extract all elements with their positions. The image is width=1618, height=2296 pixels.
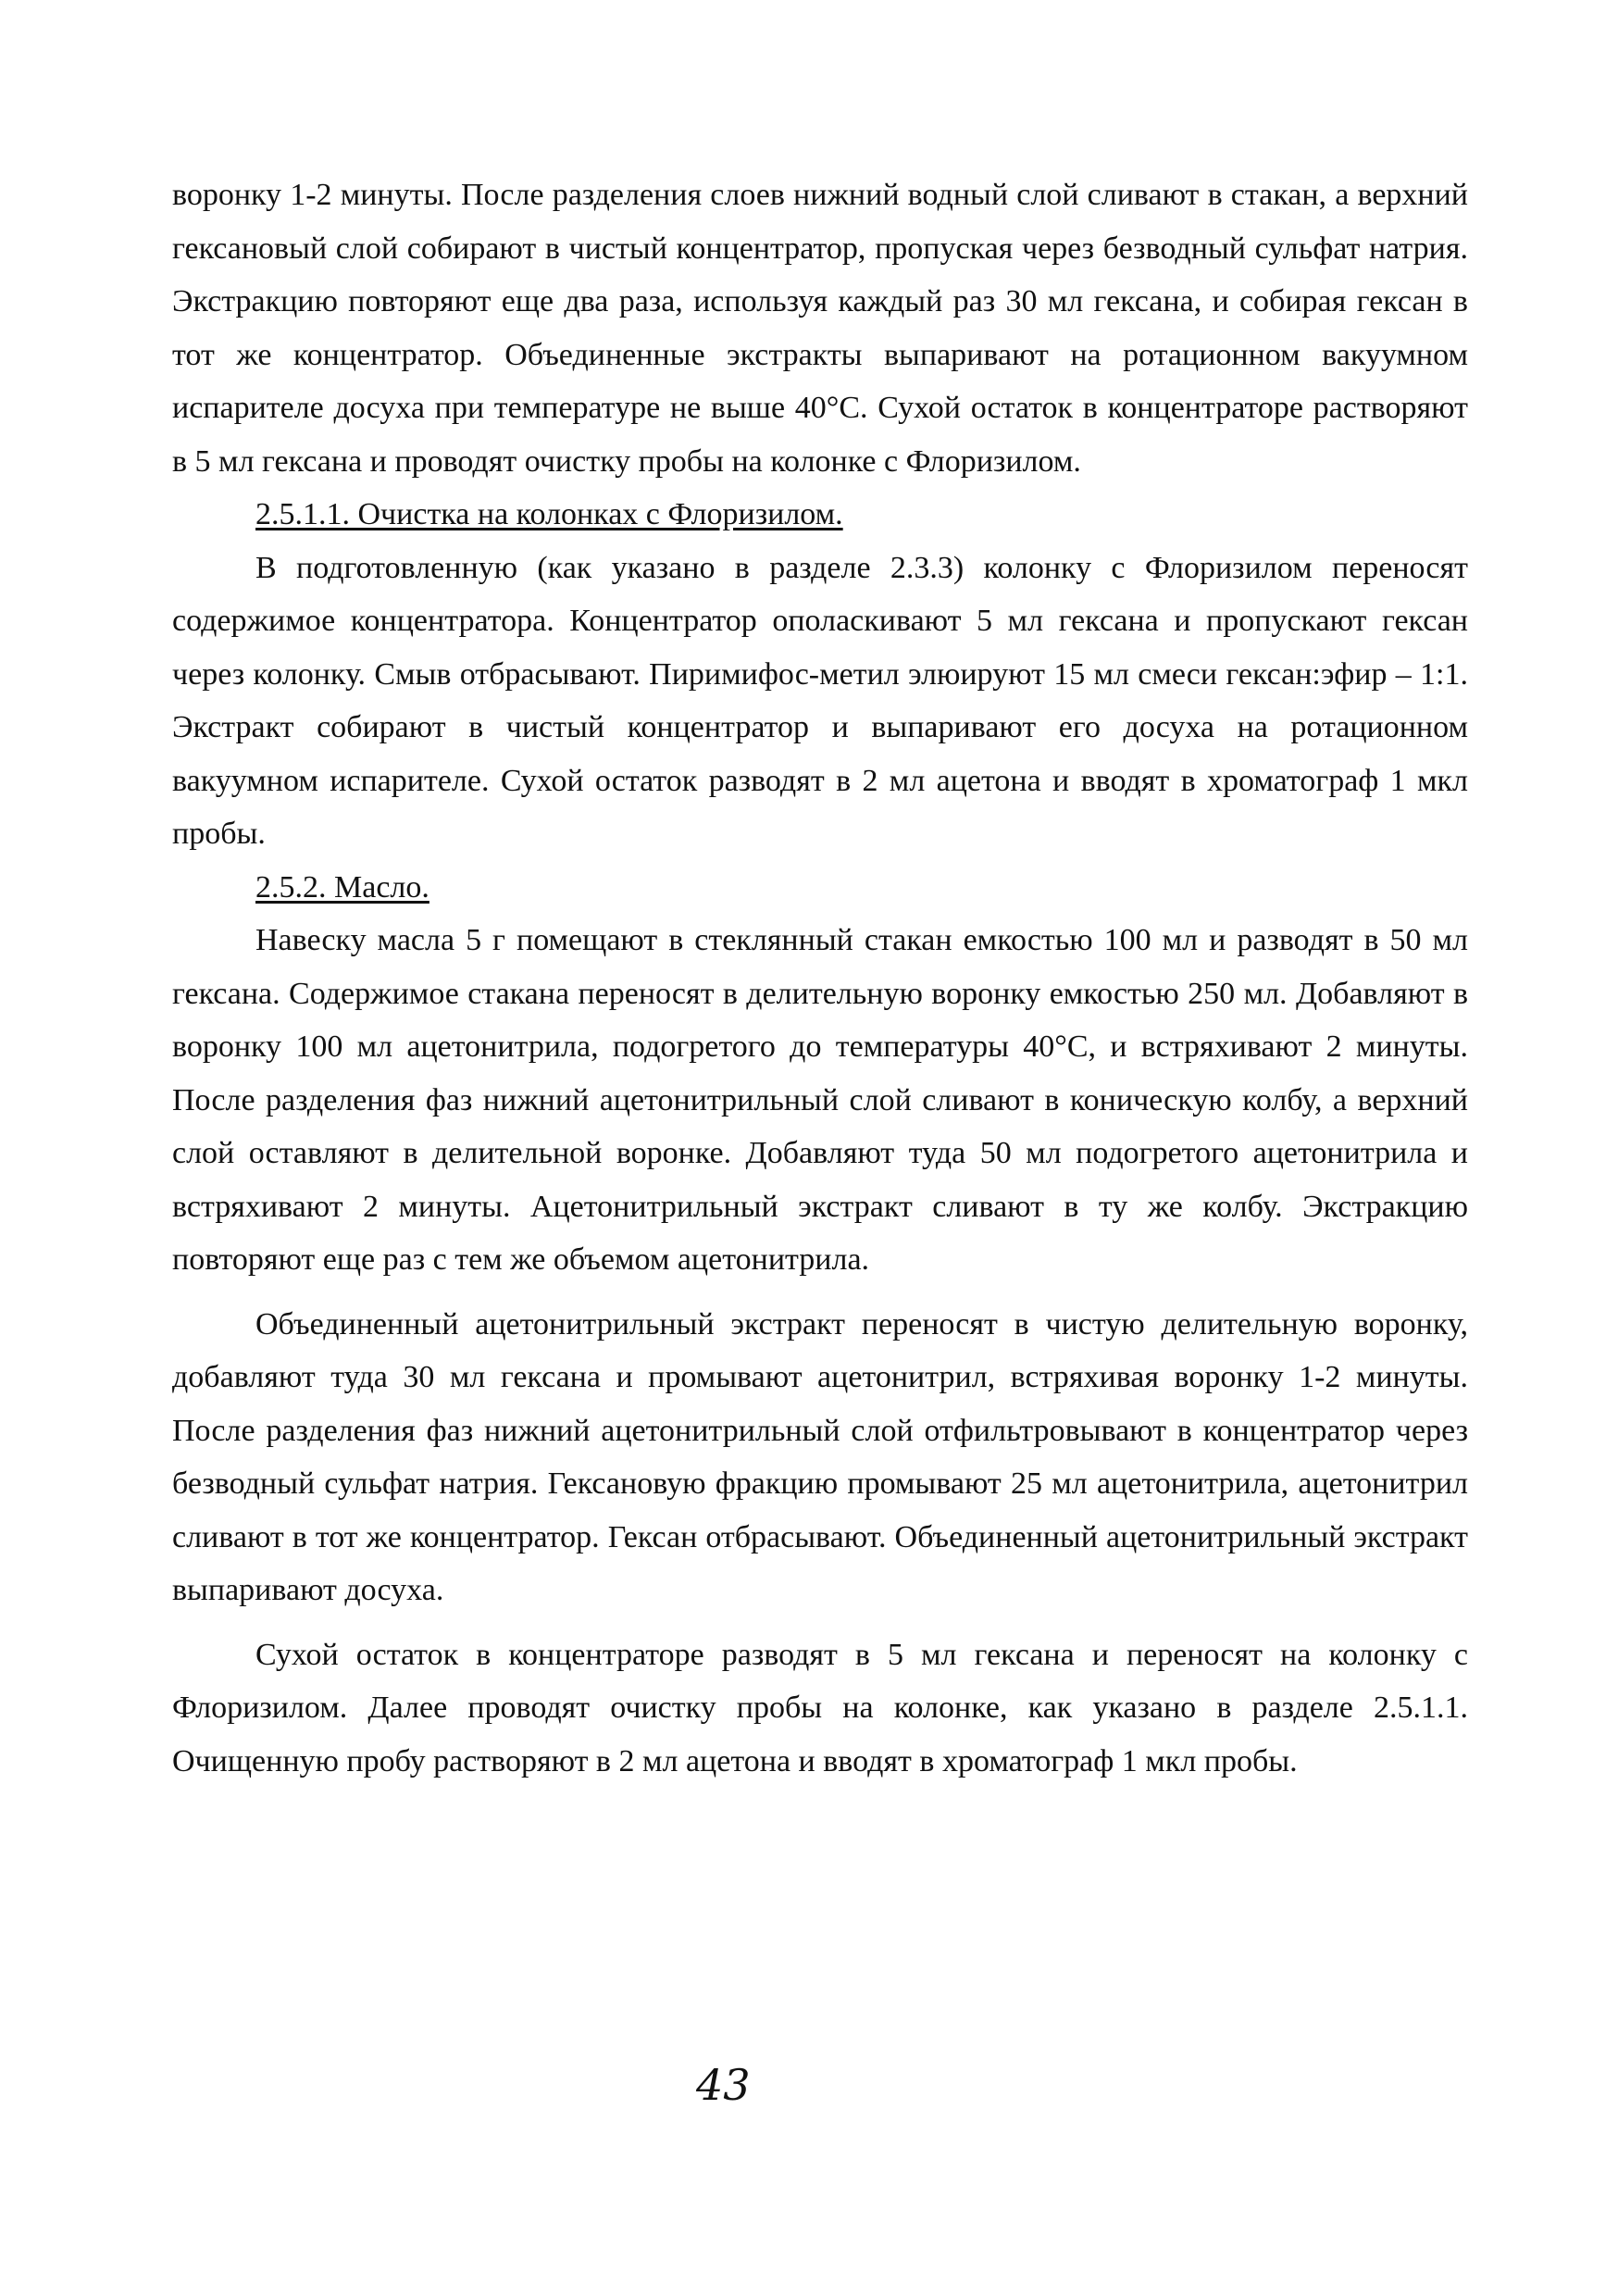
section-heading-2-5-1-1 [172,488,1468,542]
paragraph-extraction-continued: воронку 1-2 минуты. После разделения слоев нижний водный слой сливают в стакан, а верхний гексановый слой собирают в чистый концентратор, пропуская через безводный сульфат натрия. Экстракцию повторяют еще два раза, используя каждый раз 30 мл гексана, и собирая гексан в тот же концентратор. Объединенные экстракты выпаривают на ротационном вакуумном испарителе досуха при температуре не выше 40°С. Сухой остаток в концентраторе растворяют в 5 мл гексана и проводят очистку пробы на колонке с Флоризилом. [172,178,1468,479]
document-page [172,168,1468,1788]
section-heading-2-5-2-text: 2.5.2. Масло. [255,869,429,905]
paragraph-acetonitrile-extract: Объединенный ацетонитрильный экстракт переносят в чистую делительную воронку, добавляют туда 30 мл гексана и промывают ацетонитрил, встряхивая воронку 1-2 минуты. После разделения фаз нижний ацетонитрильный слой отфильтровывают в концентратор через безводный сульфат натрия. Гексановую фракцию промывают 25 мл ацетонитрила, ацетонитрил сливают в тот же концентратор. Гексан отбрасывают. Объединенный ацетонитрильный экстракт выпаривают досуха. [172,1306,1468,1607]
section-heading-2-5-1-1-text: 2.5.1.1. Очистка на колонках с Флоризилом. [255,497,843,531]
paragraph-dry-residue: Сухой остаток в концентраторе разводят в 5 мл гексана и переносят на колонку с Флоризилом. Далее проводят очистку пробы на колонке, как указано в разделе 2.5.1.1. Очищенную пробу растворяют в 2 мл ацетона и вводят в хроматограф 1 мкл пробы. [172,1637,1468,1778]
paragraph-oil-sample: Навеску масла 5 г помещают в стеклянный стакан емкостью 100 мл и разводят в 50 мл гексана. Содержимое стакана переносят в делительную воронку емкостью 250 мл. Добавляют в воронку 100 мл ацетонитрила, подогретого до температуры 40°С, и встряхивают 2 минуты. После разделения фаз нижний ацетонитрильный слой сливают в коническую колбу, а верхний слой оставляют в делительной воронке. Добавляют туда 50 мл подогретого ацетонитрила и встряхивают 2 минуты. Ацетонитрильный экстракт сливают в ту же колбу. Экстракцию повторяют еще раз с тем же объемом ацетонитрила. [172,923,1468,1277]
paragraph-florisil-cleanup: В подготовленную (как указано в разделе 2.3.3) колонку с Флоризилом переносят содержимое концентратора. Концентратор ополаскивают 5 мл гексана и пропускают гексан через колонку. Смыв отбрасывают. Пиримифос-метил элюируют 15 мл смеси гексан:эфир – 1:1. Экстракт собирают в чистый концентратор и выпаривают его досуха на ротационном вакуумном испарителе. Сухой остаток разводят в 2 мл ацетона и вводят в хроматограф 1 мкл пробы. [172,550,1468,851]
page-number: 43 [696,2060,751,2110]
section-heading-2-5-2 [172,861,1468,915]
